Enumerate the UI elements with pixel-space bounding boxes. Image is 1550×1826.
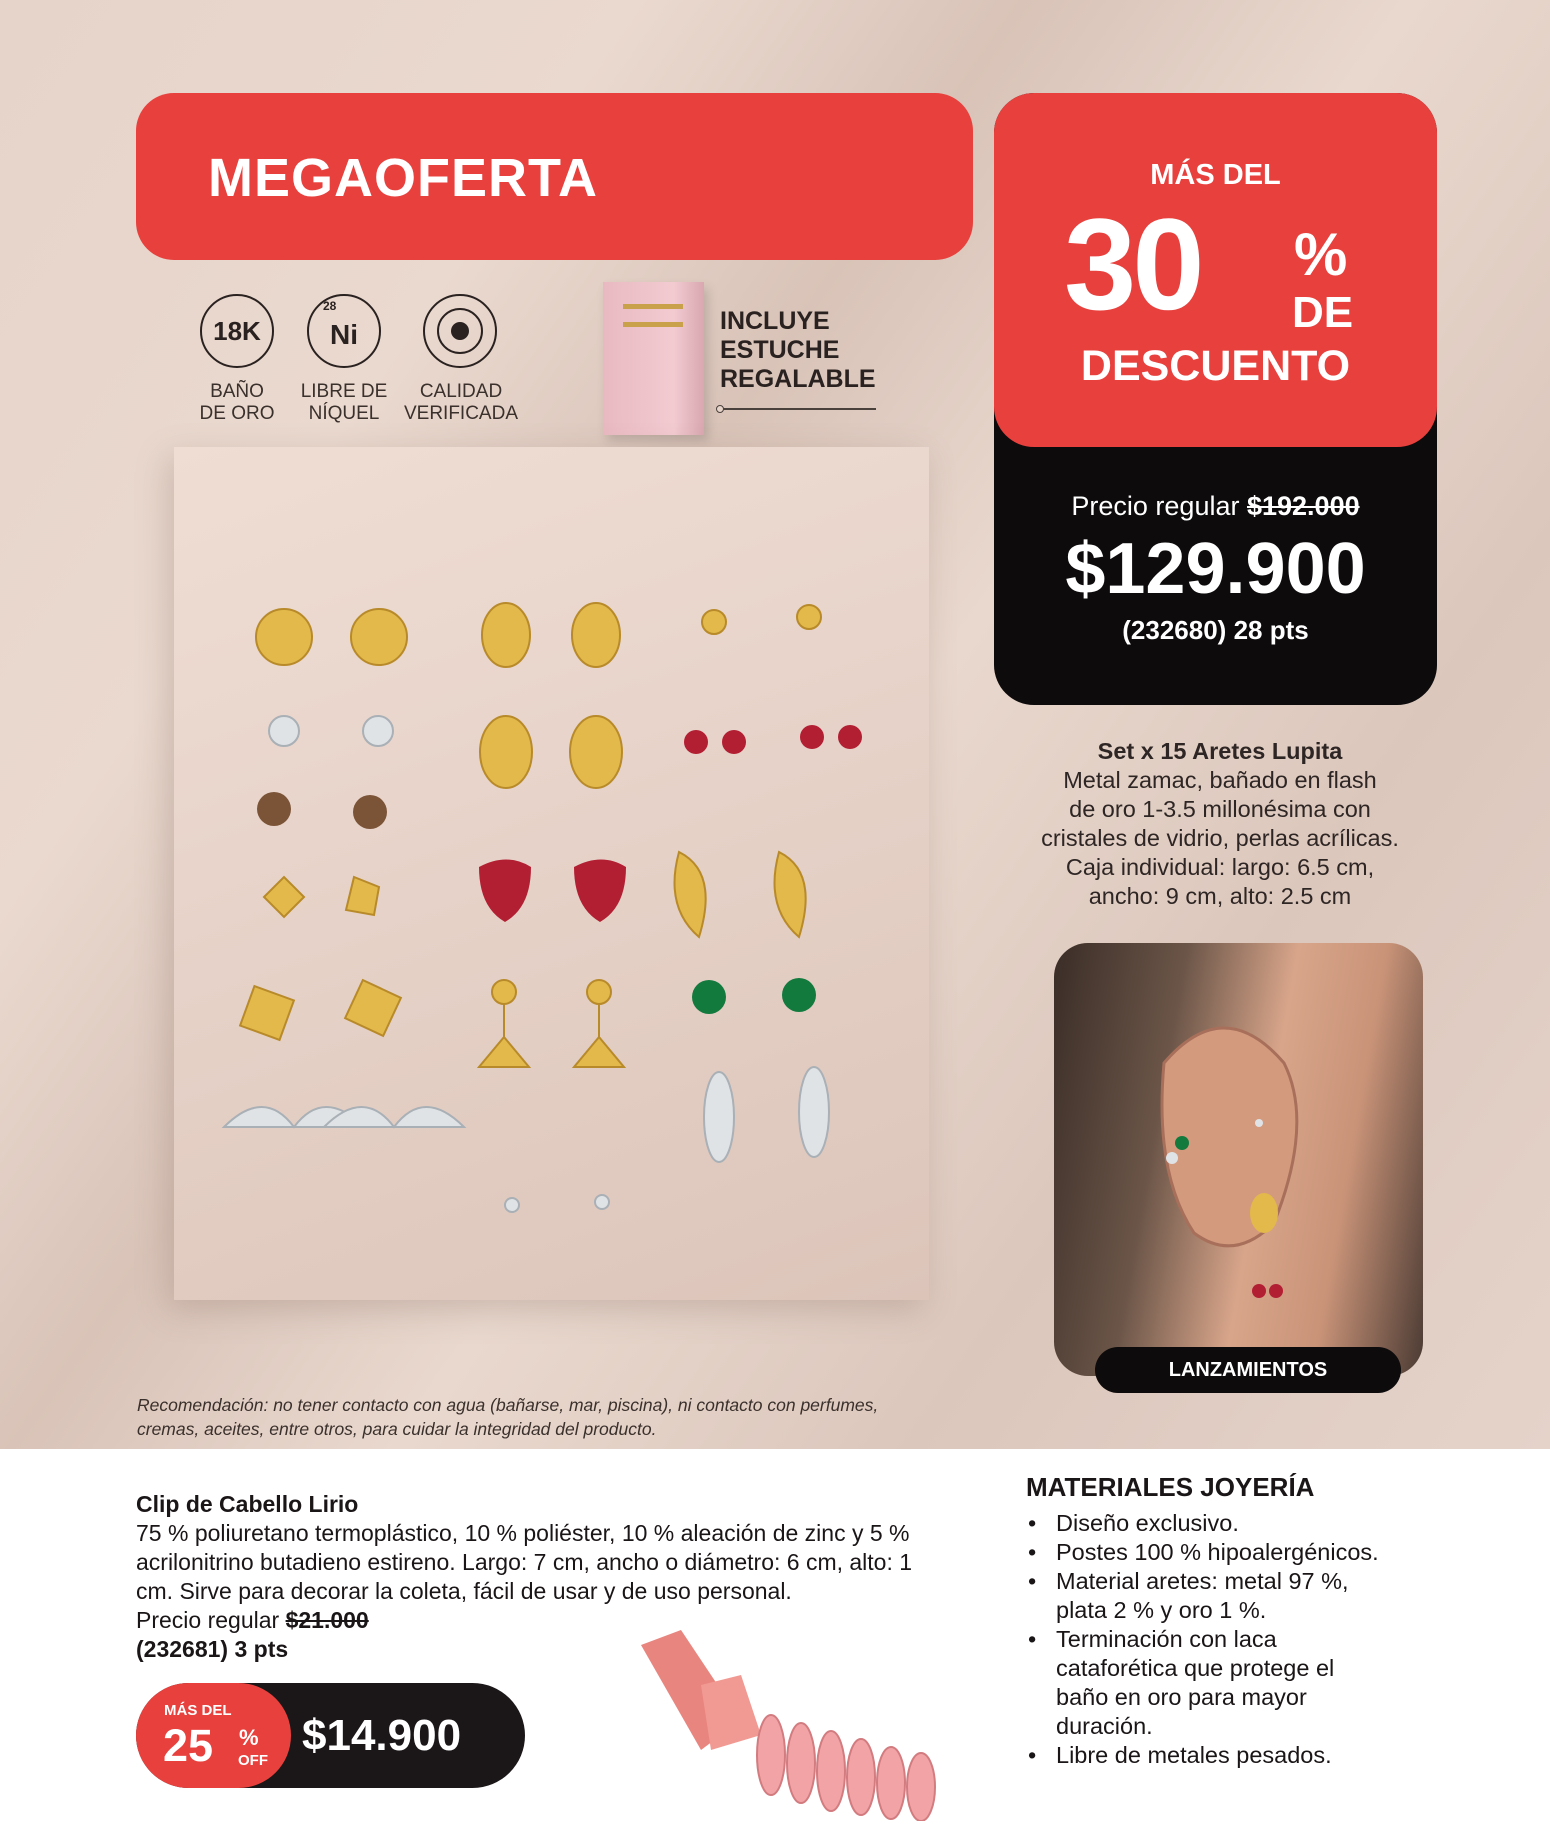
clip-price: $14.900 xyxy=(302,1711,462,1760)
materials-section xyxy=(1026,1472,1446,1770)
gift-box-image xyxy=(603,282,704,435)
discount-de: DE xyxy=(1292,288,1354,337)
list-item: • Diseño exclusivo. xyxy=(1026,1509,1446,1538)
clip-discount-badge: MÁS DEL 25 % OFF xyxy=(136,1683,291,1788)
materials-list xyxy=(1026,1509,1446,1770)
quality-seal-icon xyxy=(423,294,497,368)
badge-sup: 28 xyxy=(323,299,337,313)
list-item: • Terminación con laca cataforética que protege el baño en oro para mayor duración. xyxy=(1026,1625,1371,1741)
list-item: • Material aretes: metal 97 %, plata 2 % y oro 1 %. xyxy=(1026,1567,1386,1625)
gift-box-text: INCLUYE ESTUCHE REGALABLE xyxy=(720,307,876,393)
clip-regular-price: Precio regular $21.000 xyxy=(136,1607,369,1633)
megaoferta-banner xyxy=(136,93,973,260)
discount-pct: % xyxy=(1294,221,1348,288)
regular-price-line: Precio regular $192.000 xyxy=(1071,491,1360,521)
divider xyxy=(718,408,876,410)
clip-title: Clip de Cabello Lirio xyxy=(136,1491,359,1517)
badge-icon-text: 18K xyxy=(213,316,261,346)
discount-price-card xyxy=(994,93,1437,705)
clip-product-info: Clip de Cabello Lirio 75 % poliuretano termoplástico, 10 % poliéster, 10 % aleación de zinc y 5 % acrilonitrino butadieno estireno. Largo: 7 cm, ancho o diámetro: 6 cm, alto: 1 cm. Sirve para decorar la coleta, fácil de usar y de uso personal. Precio regular $21.000 (232681) 3 pts xyxy=(136,1490,1006,1664)
discount-badge xyxy=(994,93,1437,447)
product-code: (232680) 28 pts xyxy=(1122,615,1309,645)
product-description: Set x 15 Aretes Lupita Metal zamac, bañado en flash de oro 1-3.5 millonésima con cristales de vidrio, perlas acrílicas. Caja individual: largo: 6.5 cm, ancho: 9 cm, alto: 2.5 cm xyxy=(1010,737,1430,911)
discount-prefix: MÁS DEL xyxy=(1150,159,1281,191)
care-recommendation: Recomendación: no tener contacto con agua (bañarse, mar, piscina), ni contacto con perfumes, cremas, aceites, entre otros, para cuidar la integridad del producto. xyxy=(137,1395,879,1439)
badge-label: BAÑO DE ORO xyxy=(199,381,275,424)
nickel-free-icon xyxy=(307,294,381,368)
clip-price-badge xyxy=(136,1683,525,1788)
banner-title: MEGAOFERTA xyxy=(208,148,598,208)
list-item: • Postes 100 % hipoalergénicos. xyxy=(1026,1538,1446,1567)
product-title: Set x 15 Aretes Lupita xyxy=(1097,738,1343,764)
badge-label: CALIDAD VERIFICADA xyxy=(403,381,519,424)
regular-price: $192.000 xyxy=(1246,491,1360,521)
gold-18k-icon xyxy=(200,294,274,368)
discount-suffix: DESCUENTO xyxy=(1080,342,1351,390)
badge-label: LIBRE DE NÍQUEL xyxy=(300,381,388,424)
badge-icon-text: Ni xyxy=(330,319,358,350)
materials-title: MATERIALES JOYERÍA xyxy=(1026,1472,1315,1502)
hair-clip-image xyxy=(621,1625,964,1821)
discount-value: 30 xyxy=(1064,191,1201,337)
launch-tag: LANZAMIENTOS xyxy=(1095,1347,1401,1393)
earrings-product-image xyxy=(174,447,929,1300)
offer-price: $129.900 xyxy=(1065,529,1366,609)
ear-model-photo xyxy=(1054,943,1423,1376)
clip-code: (232681) 3 pts xyxy=(136,1636,289,1662)
earrings-set-illustration xyxy=(174,447,929,1300)
list-item: • Libre de metales pesados. xyxy=(1026,1741,1446,1770)
